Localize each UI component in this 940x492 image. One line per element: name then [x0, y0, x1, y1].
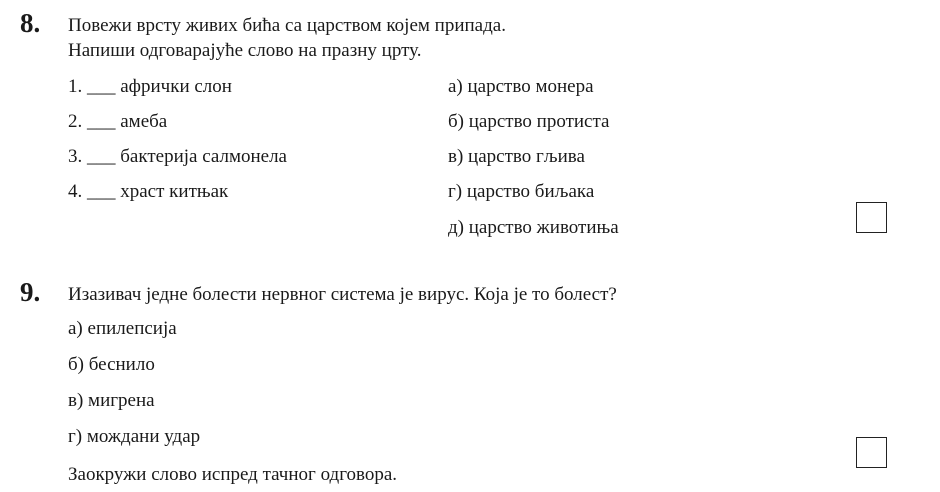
- item-text: храст китњак: [120, 181, 229, 202]
- question-9-option-g[interactable]: г) мождани удар: [68, 426, 201, 447]
- answer-blank[interactable]: ___: [87, 181, 116, 202]
- item-number: 1.: [68, 76, 83, 97]
- question-8-kingdom-d: д) царство животиња: [448, 217, 619, 238]
- answer-blank[interactable]: ___: [87, 146, 116, 167]
- question-8-score-box[interactable]: [856, 202, 887, 233]
- question-9-option-v[interactable]: в) мигрена: [68, 390, 155, 411]
- question-9-option-b[interactable]: б) беснило: [68, 354, 155, 375]
- question-9-text: Изазивач једне болести нервног система је вирус. Која је то болест?: [68, 284, 617, 305]
- item-number: 4.: [68, 181, 83, 202]
- question-8-instruction-line-2: Напиши одговарајуће слово на празну црту.: [68, 40, 422, 61]
- item-number: 3.: [68, 146, 83, 167]
- question-9-instruction: Заокружи слово испред тачног одговора.: [68, 464, 398, 485]
- answer-blank[interactable]: ___: [87, 76, 116, 97]
- question-9-score-box[interactable]: [856, 437, 887, 468]
- question-8-item-4: [68, 181, 228, 203]
- item-text: афрички слон: [120, 76, 232, 97]
- item-text: бактерија салмонела: [120, 146, 287, 167]
- question-8-kingdom-v: в) царство гљива: [448, 146, 585, 167]
- question-8-kingdom-g: г) царство биљака: [448, 181, 595, 202]
- question-8-kingdom-a: а) царство монера: [448, 76, 594, 97]
- question-8-item-2: [68, 111, 167, 133]
- item-number: 2.: [68, 111, 83, 132]
- question-8-item-1: [68, 76, 232, 98]
- answer-blank[interactable]: ___: [87, 111, 116, 132]
- question-9-option-a[interactable]: а) епилепсија: [68, 318, 177, 339]
- item-text: амеба: [120, 111, 168, 132]
- question-8-kingdom-b: б) царство протиста: [448, 111, 610, 132]
- question-8-number: 8.: [20, 8, 41, 38]
- question-8-item-3: [68, 146, 287, 168]
- question-8-instruction-line-1: Повежи врсту живих бића са царством којем припада.: [68, 15, 506, 36]
- question-9-number: 9.: [20, 277, 41, 307]
